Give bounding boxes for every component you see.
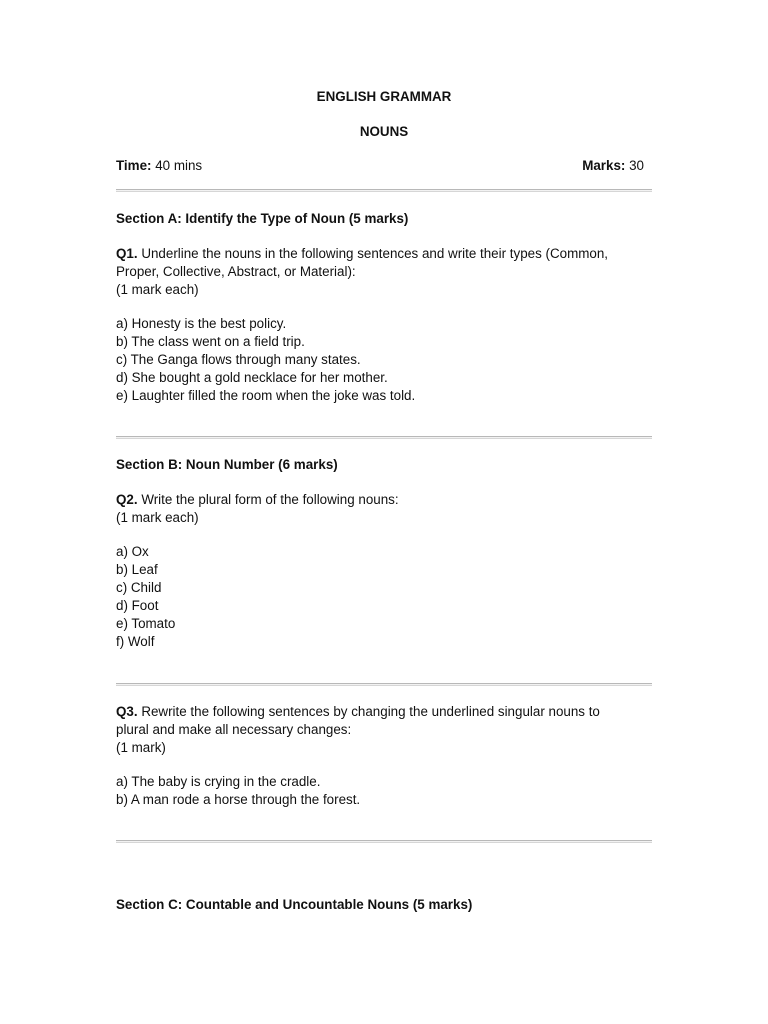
list-item: d) Foot [116, 598, 159, 613]
list-item: c) The Ganga flows through many states. [116, 352, 361, 367]
time-info [116, 157, 202, 175]
q1-text-1: Underline the nouns in the following sentences and write their types (Common, [137, 246, 609, 261]
list-item: a) Honesty is the best policy. [116, 316, 287, 331]
section-b-title: Section B: Noun Number (6 marks) [116, 457, 338, 472]
q1-text-2: Proper, Collective, Abstract, or Material): [116, 264, 356, 279]
subject-title: ENGLISH GRAMMAR [316, 89, 452, 104]
q1-line1 [116, 245, 656, 263]
divider [116, 436, 652, 439]
q3-text-1: Rewrite the following sentences by changing the underlined singular nouns to [137, 704, 600, 719]
marks-label: Marks: [582, 158, 626, 173]
list-item: d) She bought a gold necklace for her mother. [116, 370, 388, 385]
q2-text: Write the plural form of the following nouns: [137, 492, 399, 507]
q1-items [116, 315, 656, 405]
divider [116, 683, 652, 686]
list-item: e) Laughter filled the room when the joke was told. [116, 388, 416, 403]
list-item: b) A man rode a horse through the forest. [116, 792, 361, 807]
q3-line1 [116, 703, 656, 721]
q2-items [116, 543, 656, 651]
q3-items [116, 773, 656, 809]
list-item: c) Child [116, 580, 162, 595]
list-item: a) The baby is crying in the cradle. [116, 774, 321, 789]
question-1 [116, 245, 656, 299]
q1-marks: (1 mark each) [116, 282, 199, 297]
q3-text-2: plural and make all necessary changes: [116, 722, 352, 737]
time-value: 40 mins [151, 158, 203, 173]
divider [116, 189, 652, 192]
question-2 [116, 491, 656, 527]
question-3 [116, 703, 656, 757]
list-item: b) Leaf [116, 562, 158, 577]
q2-label: Q2. [116, 492, 138, 507]
section-c-title: Section C: Countable and Uncountable Nouns (5 marks) [116, 897, 473, 912]
list-item: a) Ox [116, 544, 149, 559]
marks-value: 30 [625, 158, 644, 173]
q2-line1 [116, 491, 656, 509]
q3-label: Q3. [116, 704, 138, 719]
list-item: f) Wolf [116, 634, 155, 649]
divider [116, 840, 652, 843]
list-item: e) Tomato [116, 616, 176, 631]
q1-label: Q1. [116, 246, 138, 261]
section-a-title: Section A: Identify the Type of Noun (5 marks) [116, 211, 409, 226]
time-label: Time: [116, 158, 152, 173]
q2-marks: (1 mark each) [116, 510, 199, 525]
topic-title: NOUNS [359, 124, 409, 139]
marks-info [582, 157, 644, 175]
q3-marks: (1 mark) [116, 740, 166, 755]
list-item: b) The class went on a field trip. [116, 334, 305, 349]
